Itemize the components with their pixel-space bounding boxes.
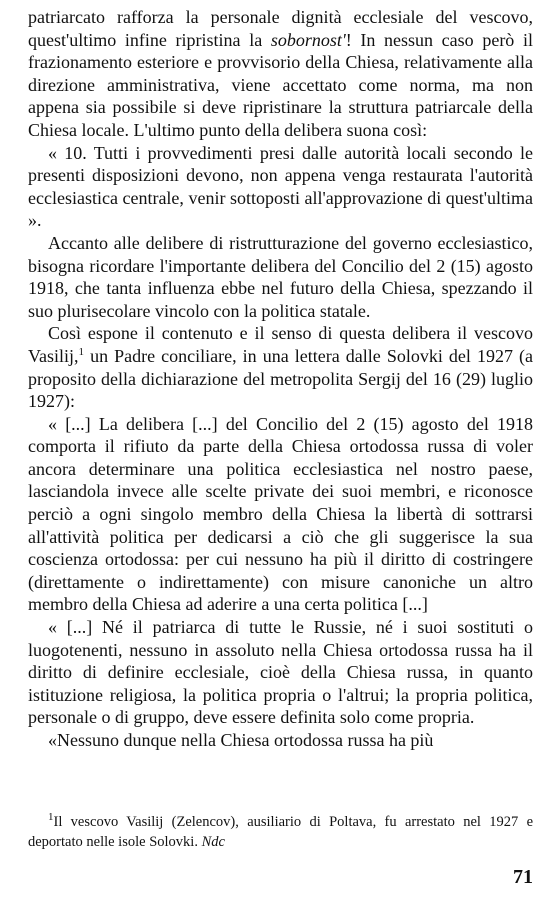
page-body: [28, 6, 533, 752]
footnote-number: 1: [48, 811, 54, 824]
paragraph-5-quote: [28, 413, 533, 616]
footnote-tag: Ndc: [201, 834, 225, 850]
paragraph-4-rest: un Padre conciliare, in una lettera dalle Solovki del 1927 (a proposito della dichiarazione del metropolita Sergij del 16 (29) luglio 1927):: [28, 345, 533, 412]
paragraph-4-text: Così espone il contenuto e il senso di questa delibera il vescovo Vasilij,: [28, 323, 533, 366]
footnote-reference: 1: [78, 345, 85, 358]
paragraph-5-text: [...] La delibera [...] del Concilio del 2 (15) agosto del 1918 comporta il rifiuto da parte della Chiesa ortodossa russa di voler ancora determinare una politica ecclesiastica nel nostro paese, lasciandola invece alle scelte private dei suoi membri, e riconosce perciò a ogni singolo membro della Chiesa la libertà di sottrarsi all'attività politica per dedicarsi a ciò che gli suggerisce la sua coscienza ortodossa: per cui nessuno ha più il diritto di costringere (direttamente o indirettamente) con misure canoniche un altro membro della Chiesa ad aderire a una certa politica [...]: [28, 413, 533, 615]
paragraph-6-text: [...] Né il patriarca di tutte le Russie, né i suoi sostituti o luogotenenti, nessuno in assoluto nella Chiesa ortodossa russa ha il diritto di definire ecclesiale, cioè della Chiesa russa, in quanto istituzione religiosa, la politica propria o l'altrui; la propria politica, personale o di gruppo, deve essere definita solo come propria.: [28, 617, 533, 728]
paragraph-7-text: Nessuno dunque nella Chiesa ortodossa russa ha più: [57, 730, 434, 750]
paragraph-1-text: patriarcato rafforza la personale dignità ecclesiale del vescovo, quest'ultimo infine ripristina la: [28, 7, 533, 50]
paragraph-2-text: 10. Tutti i provvedimenti presi dalle autorità locali secondo le presenti disposizioni devono, non appena venga restaurata l'autorità ecclesiastica centrale, venir sottoposti all'approvazione di quest'ultima ».: [28, 142, 534, 231]
paragraph-6-quote: [28, 616, 533, 729]
footnote: [28, 812, 533, 852]
paragraph-1: [28, 6, 533, 142]
open-guillemet: «: [48, 413, 57, 434]
paragraph-7-quote: [28, 729, 533, 752]
main-text: [28, 6, 533, 752]
open-guillemet: «: [48, 617, 57, 638]
sobornost-term: sobornost': [270, 29, 346, 50]
open-guillemet: «: [48, 730, 57, 750]
paragraph-4: [28, 322, 533, 412]
page-number: 71: [513, 866, 533, 888]
footnote-text: Il vescovo Vasilij (Zelencov), ausiliario di Poltava, fu arrestato nel 1927 e deportato nelle isole Solovki.: [28, 814, 533, 850]
paragraph-3: Accanto alle delibere di ristrutturazione del governo ecclesiastico, bisogna ricordare l'importante delibera del Concilio del 2 (15) agosto 1918, che tanta influenza ebbe nel futuro della Chiesa, spezzando il suo plurisecolare vincolo con la politica statale.: [28, 232, 533, 321]
open-guillemet: «: [48, 142, 57, 163]
paragraph-1-rest: ! In nessun caso però il frazionamento esteriore e provvisorio della Chiesa, relativamente alla direzione amministrativa, viene accettato come norma, ma non appena sia possibile si deve ripristinare la struttura patriarcale della Chiesa locale. L'ultimo punto della delibera suona così:: [28, 29, 533, 140]
paragraph-2-quote: [28, 142, 533, 232]
